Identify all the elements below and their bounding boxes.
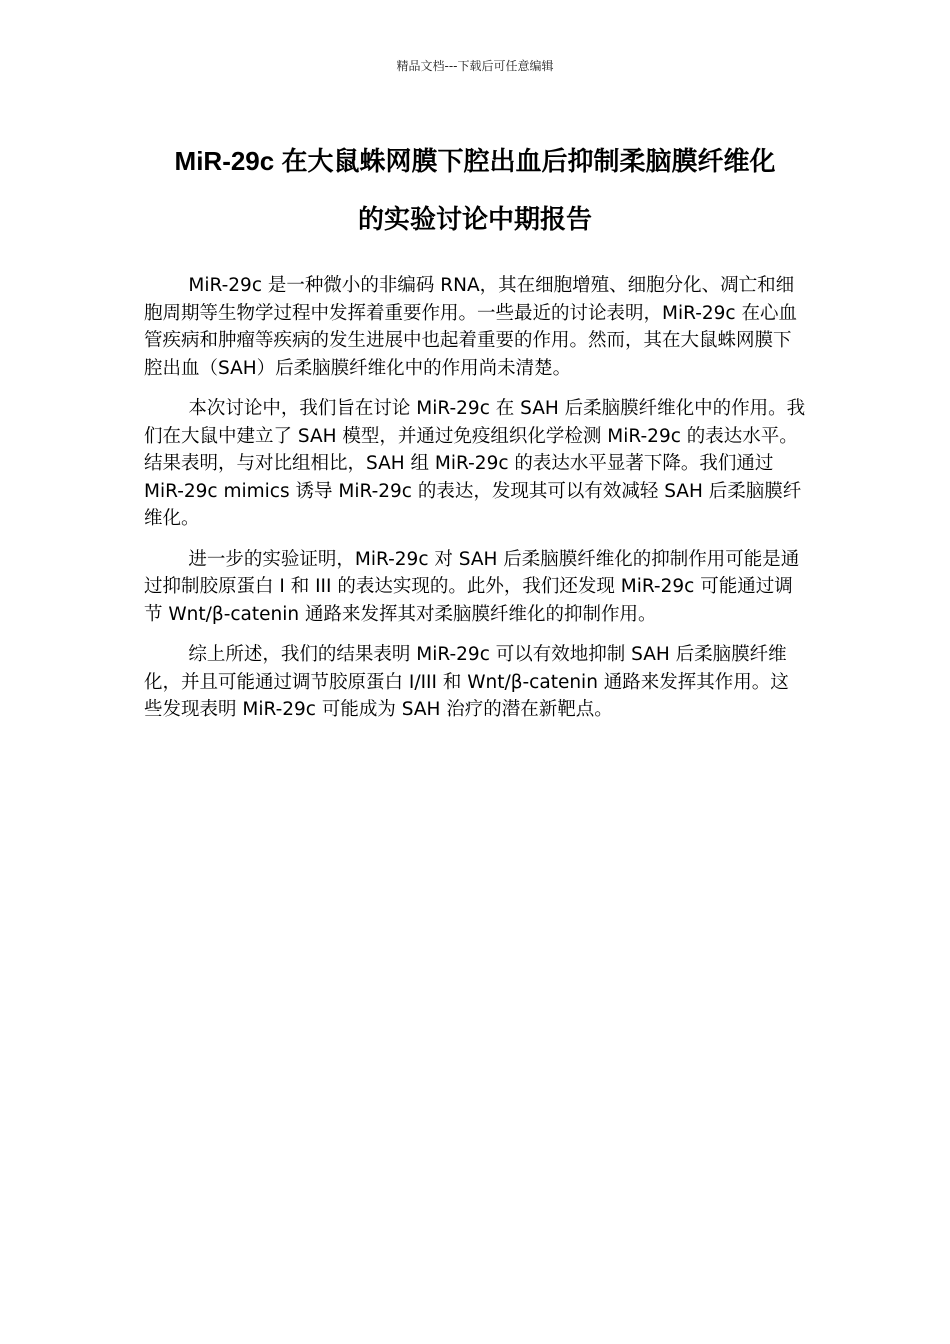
body-paragraph-1: MiR-29c 是一种微小的非编码 RNA，其在细胞增殖、细胞分化、凋亡和细胞周期等生物学过程中发挥着重要作用。一些最近的讨论表明，MiR-29c 在心血管疾病和肿瘤等疾病的发生进展中也起着重要的作用。然而，其在大鼠蛛网膜下腔出血（SAH）后柔脑膜纤维化中的作用尚未清楚。 bbox=[144, 275, 797, 379]
body-paragraph-2: 本次讨论中，我们旨在讨论 MiR-29c 在 SAH 后柔脑膜纤维化中的作用。我们在大鼠中建立了 SAH 模型，并通过免疫组织化学检测 MiR-29c 的表达水平。结果表明，与对比组相比，SAH 组 MiR-29c 的表达水平显著下降。我们通过 MiR-29c mimics 诱导 MiR-29c 的表达，发现其可以有效减轻 SAH 后柔脑膜纤维化。 bbox=[144, 398, 806, 529]
page-header: 精品文档---下载后可任意编辑 bbox=[396, 59, 554, 73]
document-title-line-1: MiR-29c 在大鼠蛛网膜下腔出血后抑制柔脑膜纤维化 bbox=[174, 146, 776, 176]
body-paragraph-4: 综上所述，我们的结果表明 MiR-29c 可以有效地抑制 SAH 后柔脑膜纤维化，并且可能通过调节胶原蛋白 I/III 和 Wnt/β-catenin 通路来发挥其作用。这些发现表明 MiR-29c 可能成为 SAH 治疗的潜在新靶点。 bbox=[144, 644, 789, 720]
body-paragraph-3: 进一步的实验证明，MiR-29c 对 SAH 后柔脑膜纤维化的抑制作用可能是通过抑制胶原蛋白 I 和 III 的表达实现的。此外，我们还发现 MiR-29c 可能通过调节 Wnt/β-catenin 通路来发挥其对柔脑膜纤维化的抑制作用。 bbox=[144, 548, 800, 625]
document-title bbox=[120, 132, 830, 248]
document-title-line-2: 的实验讨论中期报告 bbox=[357, 204, 592, 234]
document-body bbox=[144, 272, 806, 737]
